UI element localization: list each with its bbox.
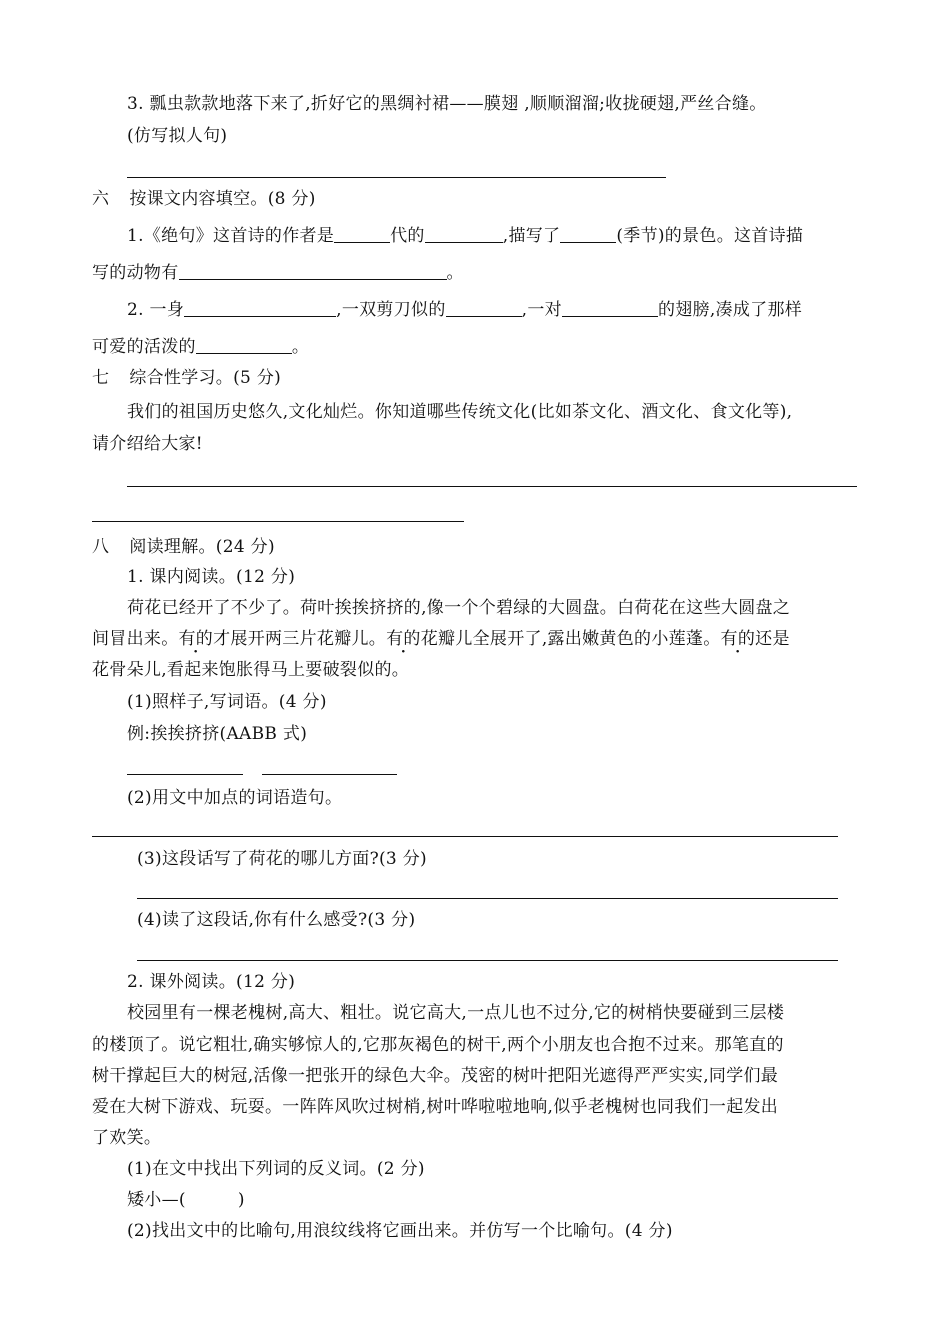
passage1-line3: 花骨朵儿,看起来饱胀得马上要破裂似的。 (92, 660, 410, 680)
section-title: 按课文内容填空。(8 分) (129, 189, 316, 209)
section-title: 综合性学习。(5 分) (129, 368, 282, 388)
part2-q2: (2)找出文中的比喻句,用浪纹线将它画出来。并仿写一个比喻句。(4 分) (127, 1221, 673, 1241)
part1-q1: (1)照样子,写词语。(4 分) (127, 692, 327, 712)
section-number: 六 (92, 189, 110, 209)
q5-item3-text: 3. 瓢虫款款地落下来了,折好它的黑绸衬裙——膜翅 ,顺顺溜溜;收拢硬翅,严丝合缝。 (127, 94, 767, 114)
answer-line[interactable] (127, 774, 243, 775)
answer-line[interactable] (127, 486, 857, 487)
section-7-heading (92, 370, 281, 387)
answer-line[interactable] (262, 774, 397, 775)
section-number: 八 (92, 537, 110, 557)
answer-line[interactable] (137, 960, 838, 961)
part1-q3: (3)这段话写了荷花的哪儿方面?(3 分) (137, 849, 427, 869)
part1-q1-example: 例:挨挨挤挤(AABB 式) (127, 724, 308, 744)
fill-blank[interactable] (560, 225, 616, 243)
fill-blank[interactable] (562, 299, 658, 317)
dotted-word: 有的 (178, 629, 214, 649)
section-number: 七 (92, 368, 110, 388)
sec6-item1-line1: 1.《绝句》这首诗的作者是 代的 ,描写了 (季节)的景色。这首诗描 (127, 226, 804, 246)
section-6-heading (92, 191, 316, 208)
passage2-line4: 爱在大树下游戏、玩耍。一阵阵风吹过树梢,树叶哗啦啦地响,似乎老槐树也同我们一起发出 (92, 1097, 779, 1117)
part1-q2: (2)用文中加点的词语造句。 (127, 788, 343, 808)
answer-line[interactable] (92, 836, 838, 837)
passage2-line5: 了欢笑。 (92, 1128, 162, 1148)
dotted-word: 有的 (386, 629, 421, 649)
passage2-line2: 的楼顶了。说它粗壮,确实够惊人的,它那灰褐色的树干,两个小朋友也合抱不过来。那笔直的 (92, 1035, 784, 1055)
fill-blank[interactable] (196, 336, 292, 354)
passage1-line2: 间冒出来。有的才展开两三片花瓣儿。有的花瓣儿全展开了,露出嫩黄色的小莲蓬。有的还是 (92, 629, 790, 649)
fill-blank[interactable] (334, 225, 390, 243)
reading-part2-title: 2. 课外阅读。(12 分) (127, 972, 296, 992)
fill-blank[interactable] (184, 299, 336, 317)
sec6-item2-line2: 可爱的活泼的 。 (92, 337, 310, 357)
fill-blank[interactable] (446, 299, 522, 317)
section-8-heading (92, 539, 275, 556)
reading-part1-title: 1. 课内阅读。(12 分) (127, 567, 296, 587)
sec6-item1-line2: 写的动物有 。 (92, 263, 464, 283)
fill-blank[interactable] (425, 225, 503, 243)
part2-q1: (1)在文中找出下列词的反义词。(2 分) (127, 1159, 425, 1179)
sec6-item2-line1: 2. 一身 ,一双剪刀似的 ,一对 的翅膀,凑成了那样 (127, 300, 803, 320)
passage1-line1: 荷花已经开了不少了。荷叶挨挨挤挤的,像一个个碧绿的大圆盘。白荷花在这些大圆盘之 (127, 598, 791, 618)
q5-item3-note: (仿写拟人句) (127, 126, 228, 146)
part2-q1-item: 矮小—( ) (127, 1190, 245, 1210)
part1-q4: (4)读了这段话,你有什么感受?(3 分) (137, 910, 416, 930)
dotted-word: 有的 (720, 629, 756, 649)
answer-line[interactable] (137, 898, 838, 899)
sec7-text-line1: 我们的祖国历史悠久,文化灿烂。你知道哪些传统文化(比如茶文化、酒文化、食文化等), (127, 402, 793, 422)
fill-blank[interactable] (179, 262, 447, 280)
section-title: 阅读理解。(24 分) (129, 537, 275, 557)
sec7-text-line2: 请介绍给大家! (92, 434, 203, 454)
answer-line[interactable] (127, 177, 666, 178)
passage2-line3: 树干撑起巨大的树冠,活像一把张开的绿色大伞。茂密的树叶把阳光遮得严严实实,同学们最 (92, 1066, 779, 1086)
answer-line[interactable] (92, 521, 464, 522)
passage2-line1: 校园里有一棵老槐树,高大、粗壮。说它高大,一点儿也不过分,它的树梢快要碰到三层楼 (127, 1003, 785, 1023)
